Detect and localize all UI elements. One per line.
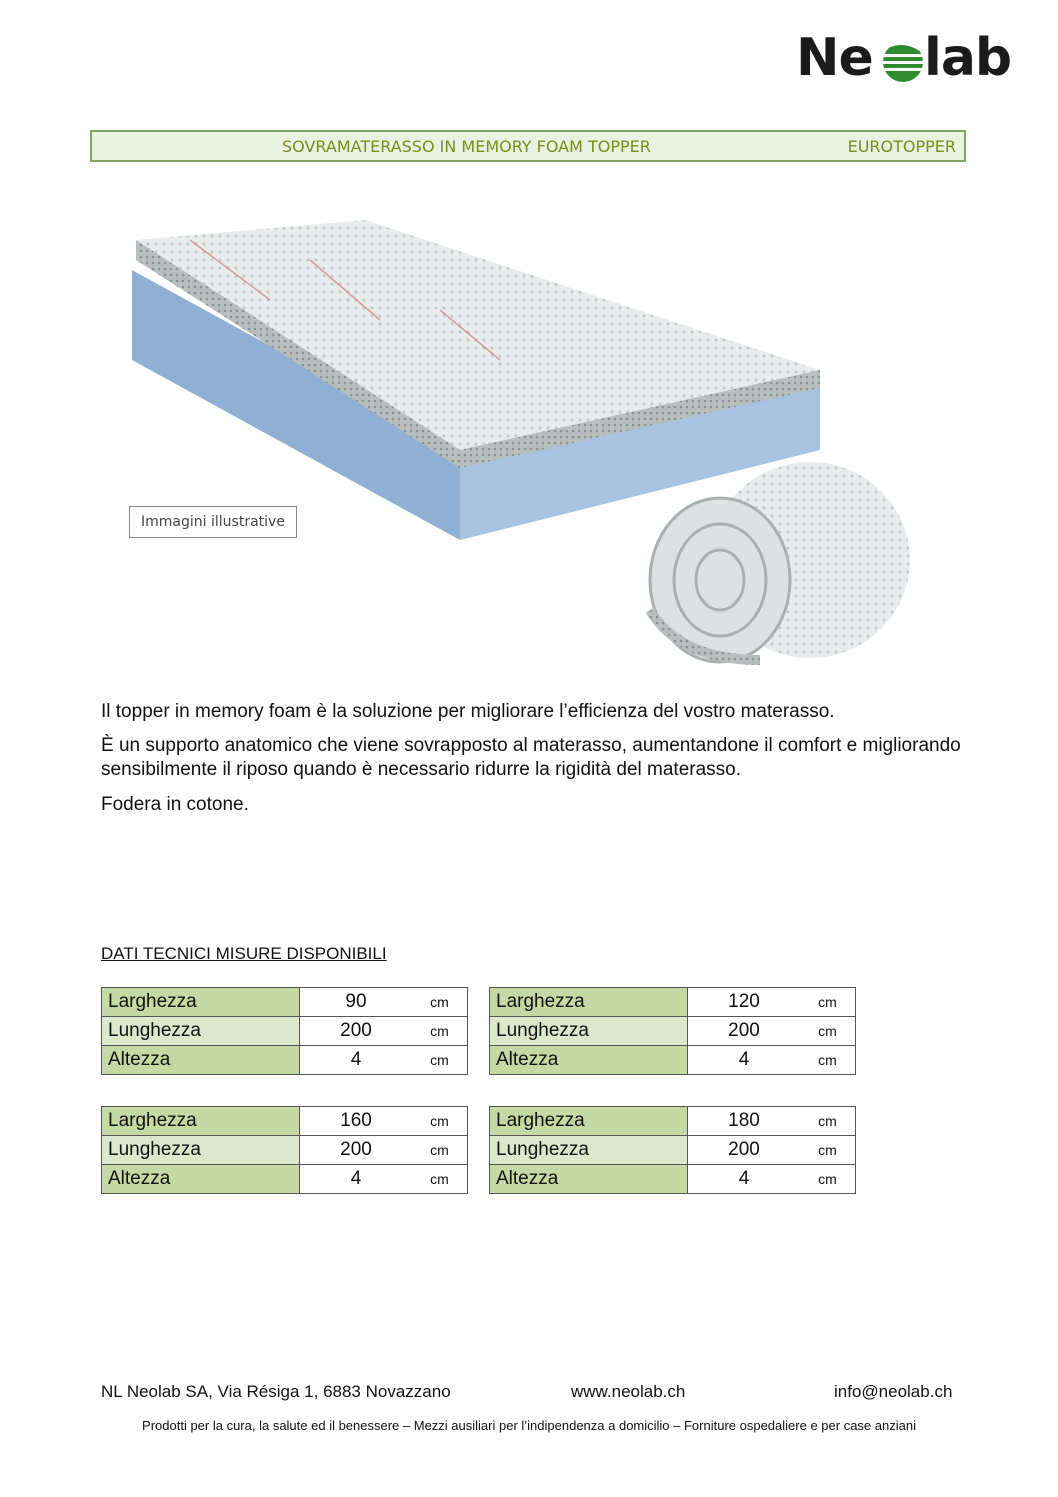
spec-label: Larghezza xyxy=(102,1107,300,1136)
spec-value: 90 xyxy=(300,988,413,1017)
table-row xyxy=(490,1136,856,1165)
footer-address: NL Neolab SA, Via Résiga 1, 6883 Novazzano xyxy=(101,1382,451,1401)
logo-text-left: Ne xyxy=(796,28,873,88)
spec-value: 4 xyxy=(688,1165,801,1194)
footer-website-link[interactable]: www.neolab.ch xyxy=(571,1382,686,1401)
table-row xyxy=(490,1107,856,1136)
spec-unit: cm xyxy=(800,988,856,1017)
table-row xyxy=(102,1017,468,1046)
spec-unit: cm xyxy=(412,1107,468,1136)
spec-value: 4 xyxy=(688,1046,801,1075)
description-paragraph-1: Il topper in memory foam è la soluzione per migliorare l’efficienza del vostro materasso. xyxy=(101,701,835,722)
spec-value: 200 xyxy=(300,1017,413,1046)
table-row xyxy=(102,1107,468,1136)
footer-email-link[interactable]: info@neolab.ch xyxy=(834,1382,953,1401)
product-illustration xyxy=(120,200,940,670)
spec-unit: cm xyxy=(412,1165,468,1194)
image-caption: Immagini illustrative xyxy=(129,506,297,538)
table-row xyxy=(102,1136,468,1165)
spec-value: 4 xyxy=(300,1165,413,1194)
table-row xyxy=(490,1046,856,1075)
spec-label: Lunghezza xyxy=(102,1136,300,1165)
spec-label: Larghezza xyxy=(490,1107,688,1136)
spec-label: Altezza xyxy=(102,1046,300,1075)
table-row xyxy=(490,988,856,1017)
specs-heading: DATI TECNICI MISURE DISPONIBILI xyxy=(101,944,387,963)
spec-unit: cm xyxy=(800,1136,856,1165)
spec-value: 200 xyxy=(688,1017,801,1046)
spec-value: 160 xyxy=(300,1107,413,1136)
description-paragraph-2: È un supporto anatomico che viene sovrapposto al materasso, aumentandone il comfort e migliorando sensibilmente il riposo quando è necessario ridurre la rigidità del materasso. xyxy=(101,735,961,780)
spec-unit: cm xyxy=(800,1165,856,1194)
spec-unit: cm xyxy=(412,1046,468,1075)
spec-label: Altezza xyxy=(102,1165,300,1194)
spec-unit: cm xyxy=(412,1017,468,1046)
spec-table-1 xyxy=(101,987,468,1075)
spec-unit: cm xyxy=(800,1107,856,1136)
spec-label: Altezza xyxy=(490,1165,688,1194)
spec-unit: cm xyxy=(412,1136,468,1165)
table-row xyxy=(102,988,468,1017)
neolab-logo xyxy=(796,28,1012,88)
footer-tagline: Prodotti per la cura, la salute ed il benessere – Mezzi ausiliari per l’indipendenza a domicilio – Forniture ospedaliere e per case anziani xyxy=(142,1418,916,1433)
logo-emblem-icon xyxy=(881,40,925,84)
spec-value: 180 xyxy=(688,1107,801,1136)
spec-value: 200 xyxy=(300,1136,413,1165)
spec-unit: cm xyxy=(800,1046,856,1075)
spec-label: Lunghezza xyxy=(490,1017,688,1046)
product-code: EUROTOPPER xyxy=(847,137,956,156)
spec-value: 120 xyxy=(688,988,801,1017)
spec-label: Altezza xyxy=(490,1046,688,1075)
table-row xyxy=(490,1165,856,1194)
spec-value: 200 xyxy=(688,1136,801,1165)
spec-table-3 xyxy=(101,1106,468,1194)
spec-value: 4 xyxy=(300,1046,413,1075)
description-paragraph-3: Fodera in cotone. xyxy=(101,794,249,815)
product-name: SOVRAMATERASSO IN MEMORY FOAM TOPPER xyxy=(282,137,651,156)
spec-table-4 xyxy=(489,1106,856,1194)
spec-table-2 xyxy=(489,987,856,1075)
table-row xyxy=(102,1165,468,1194)
table-row xyxy=(490,1017,856,1046)
title-bar xyxy=(90,130,966,162)
spec-label: Lunghezza xyxy=(490,1136,688,1165)
spec-unit: cm xyxy=(412,988,468,1017)
spec-label: Larghezza xyxy=(102,988,300,1017)
spec-unit: cm xyxy=(800,1017,856,1046)
table-row xyxy=(102,1046,468,1075)
logo-text-right: lab xyxy=(924,28,1012,88)
spec-label: Lunghezza xyxy=(102,1017,300,1046)
spec-label: Larghezza xyxy=(490,988,688,1017)
